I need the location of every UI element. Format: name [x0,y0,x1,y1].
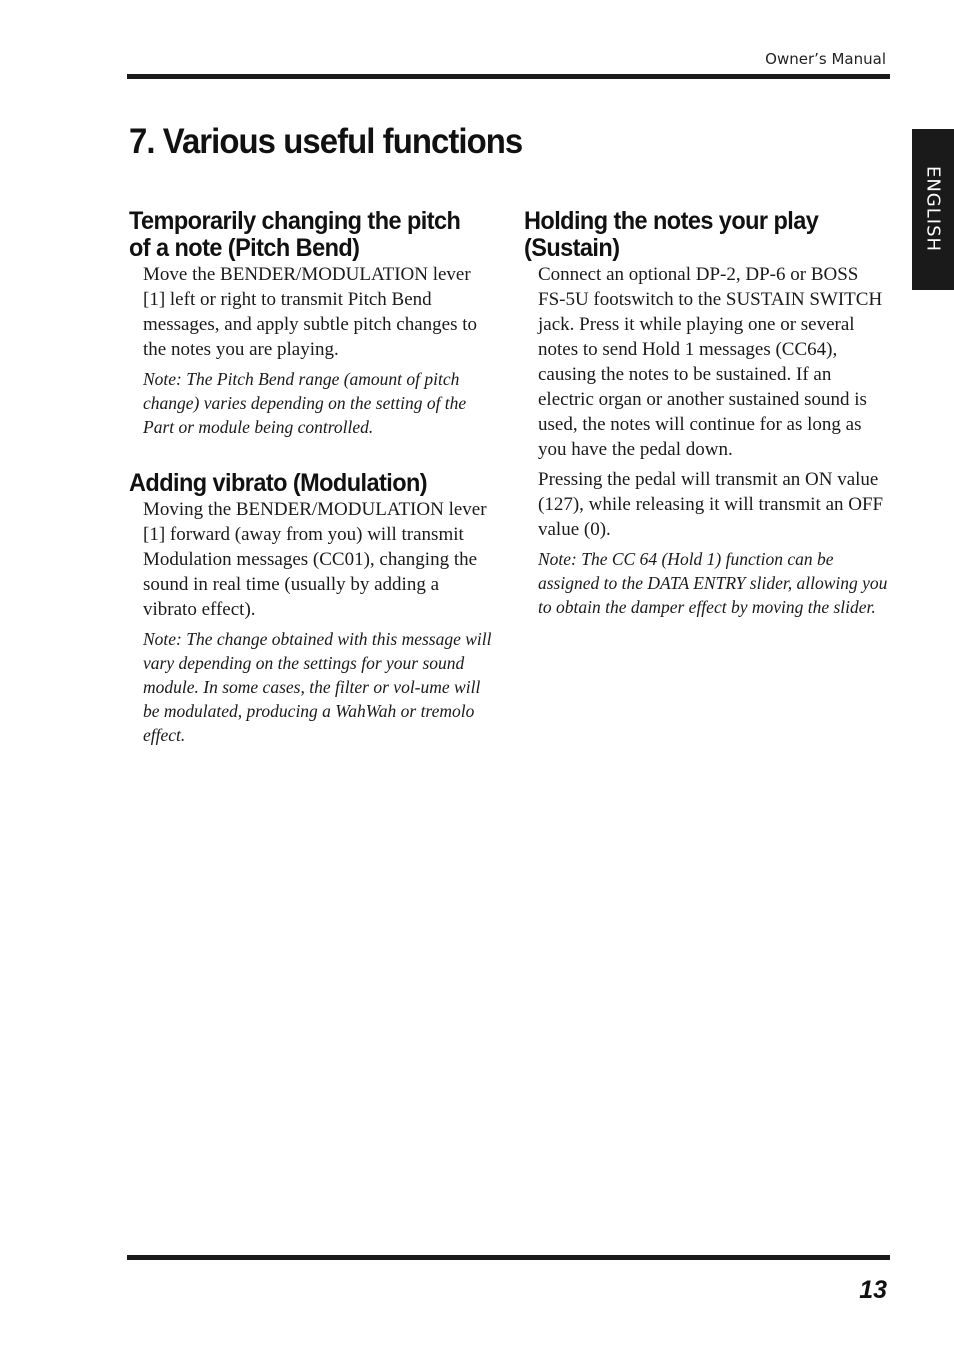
section-title-sustain: Holding the notes your play (Sustain) [524,207,819,262]
running-header: Owner’s Manual [765,50,886,68]
right-column [524,208,890,619]
section-title-pitch-bend: Temporarily changing the pitch of a note (Pitch Bend) [129,207,461,262]
section-pitch-bend [129,208,494,439]
section-body: Moving the BENDER/MODULATION lever [1] forward (away from you) will transmit Modulation messages (CC01), changing the sound in real time (usually by adding a vibrato effect). [143,499,487,620]
section-body: Pressing the pedal will transmit an ON value (127), while releasing it will transmit an OFF value (0). [538,469,884,540]
left-column [129,208,494,747]
language-tab [912,129,954,290]
section-body: Connect an optional DP-2, DP-6 or BOSS FS-5U footswitch to the SUSTAIN SWITCH jack. Press it while playing one or several notes to send Hold 1 messages (CC64), causing the notes to be sustained. If an electric organ or another sustained sound is used, the notes will continue for as long as you have the pedal down. [538,264,883,460]
section-note: Note: The change obtained with this message will vary depending on the settings for your sound module. In some cases, the filter or vol-ume will be modulated, producing a WahWah or tremolo effect. [143,629,492,745]
section-body: Move the BENDER/MODULATION lever [1] left or right to transmit Pitch Bend messages, and apply subtle pitch changes to the notes you are playing. [143,264,478,360]
section-modulation [129,470,494,747]
section-sustain [524,208,890,619]
page-number: 13 [859,1276,887,1304]
header-rule [127,74,890,79]
footer-rule [127,1255,890,1260]
language-tab-label: ENGLISH [922,165,944,253]
section-note: Note: The Pitch Bend range (amount of pitch change) varies depending on the setting of the Part or module being controlled. [143,369,467,437]
section-title-modulation: Adding vibrato (Modulation) [129,469,428,497]
section-note: Note: The CC 64 (Hold 1) function can be assigned to the DATA ENTRY slider, allowing you to obtain the damper effect by moving the slider. [538,549,888,617]
page-title: 7. Various useful functions [129,122,523,161]
